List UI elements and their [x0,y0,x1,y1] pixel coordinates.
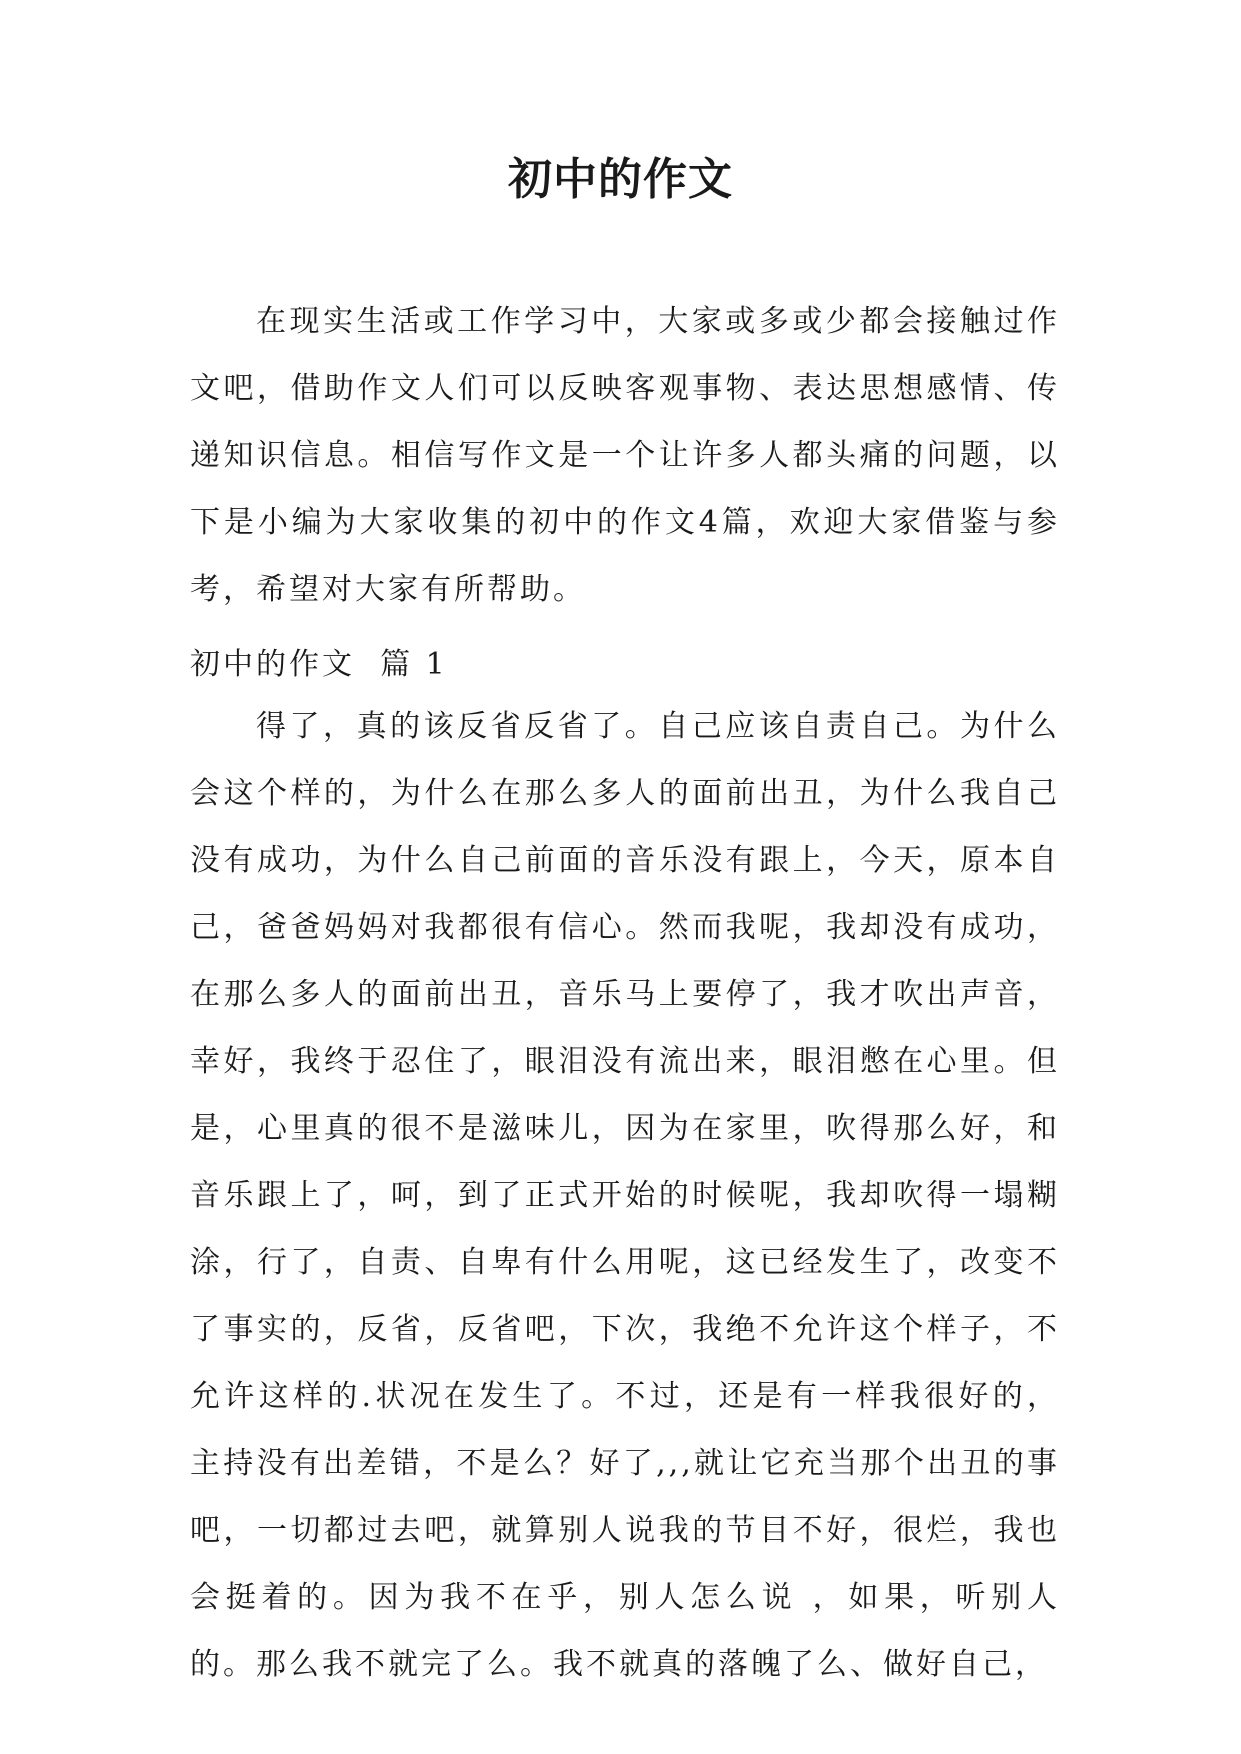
section-body-1: 得了，真的该反省反省了。自己应该自责自己。为什么会这个样的，为什么在那么多人的面前出丑，为什么我自己没有成功，为什么自己前面的音乐没有跟上，今天，原本自己，爸爸妈妈对我都很有信心。然而我呢，我却没有成功，在那么多人的面前出丑，音乐马上要停了，我才吹出声音，幸好，我终于忍住了，眼泪没有流出来，眼泪憋在心里。但是，心里真的很不是滋味儿，因为在家里，吹得那么好，和音乐跟上了，呵，到了正式开始的时候呢，我却吹得一塌糊涂，行了，自责、自卑有什么用呢，这已经发生了，改变不了事实的，反省，反省吧，下次，我绝不允许这个样子，不允许这样的.状况在发生了。不过，还是有一样我很好的，主持没有出差错，不是么？好了,,,就让它充当那个出丑的事吧，一切都过去吧，就算别人说我的节目不好，很烂，我也会挺着的。因为我不在乎，别人怎么说 ，如果，听别人的。那么我不就完了么。我不就真的落魄了么、做好自己， [190,709,1060,1682]
document-title: 初中的作文 [508,154,733,205]
intro-paragraph: 在现实生活或工作学习中，大家或多或少都会接触过作文吧，借助作文人们可以反映客观事物、表达思想感情、传递知识信息。相信写作文是一个让许多人都头痛的问题，以下是小编为大家收集的初中的作文4篇，欢迎大家借鉴与参考，希望对大家有所帮助。 [190,304,1060,607]
section-heading-1: 初中的作文 篇 1 [190,647,448,682]
